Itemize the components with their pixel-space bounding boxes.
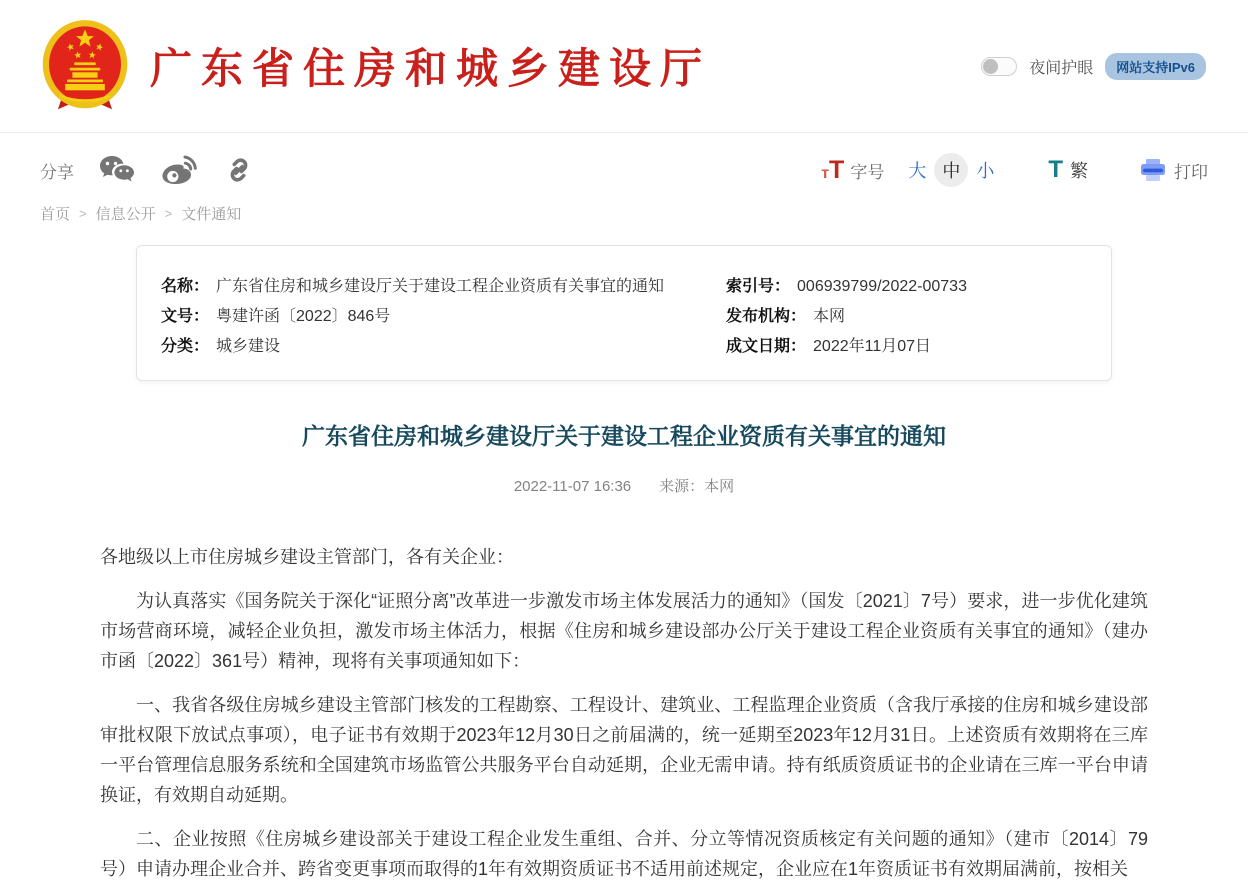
font-size-large-button[interactable]: 大 [908, 161, 927, 181]
breadcrumb [0, 199, 1248, 224]
doc-date-value: 2022年11月07日 [813, 338, 932, 355]
breadcrumb-home[interactable]: 首页 [40, 206, 71, 223]
source-label: 来源： [659, 478, 705, 495]
doc-index-row [726, 272, 1083, 302]
font-size-icon-small-t: т [821, 164, 830, 182]
doc-number-value: 粤建许函〔2022〕846号 [216, 308, 391, 325]
weibo-share-icon[interactable] [160, 154, 198, 186]
font-size-icon [821, 156, 844, 185]
site-title: 广东省住房和城乡建设厅 [150, 45, 712, 92]
font-size-medium-button[interactable]: 中 [934, 153, 968, 187]
doc-number-label: 文号： [161, 308, 210, 325]
doc-category-row [161, 332, 714, 362]
font-size-label: 字号 [850, 162, 885, 182]
share-group [40, 154, 256, 186]
article-paragraph: 各地级以上市住房城乡建设主管部门，各有关企业： [100, 547, 514, 567]
copy-link-icon[interactable] [222, 154, 256, 186]
breadcrumb-info-disclosure[interactable]: 信息公开 [95, 206, 156, 223]
masthead [0, 0, 1248, 133]
national-emblem-logo [40, 18, 130, 114]
font-size-icon-large-t: T [829, 155, 845, 184]
header-utilities [981, 53, 1206, 80]
doc-index-label: 索引号： [726, 278, 791, 295]
document-info-card [136, 245, 1112, 381]
breadcrumb-document-notices[interactable]: 文件通知 [181, 206, 242, 223]
traditional-chinese-button[interactable] [1048, 157, 1088, 183]
doc-publisher-value: 本网 [813, 308, 846, 325]
article-paragraph: 二、企业按照《住房城乡建设部关于建设工程企业发生重组、合并、分立等情况资质核定有关问题的通知》（建市〔2014〕79号）申请办理企业合并、跨省变更事项而取得的1年有效期资质证书不适用前述规定，企业应在1年资质证书有效期届满前，按相关 [100, 829, 1148, 879]
doc-category-label: 分类： [161, 338, 210, 355]
article-title: 广东省住房和城乡建设厅关于建设工程企业资质有关事宜的通知 [302, 423, 946, 449]
print-button[interactable] [1140, 158, 1208, 183]
wechat-share-icon[interactable] [98, 154, 136, 186]
font-size-small-button[interactable]: 小 [976, 161, 995, 181]
breadcrumb-separator: > [164, 206, 173, 221]
ipv6-badge: 网站支持IPv6 [1105, 53, 1206, 80]
night-mode-label: 夜间护眼 [1029, 59, 1094, 77]
font-controls [821, 153, 1208, 187]
print-label: 打印 [1174, 162, 1208, 182]
doc-publisher-row [726, 302, 1083, 332]
article-paragraph: 一、我省各级住房城乡建设主管部门核发的工程勘察、工程设计、建筑业、工程监理企业资质（含我厅承接的住房和城乡建设部审批权限下放试点事项），电子证书有效期于2023年12月30日之前届满的，统一延期至2023年12月31日。上述资质有效期将在三库一平台管理信息服务系统和全国建筑市场监管公共服务平台自动延期，企业无需申请。持有纸质资质证书的企业请在三库一平台申请换证，有效期自动延期。 [100, 695, 1148, 805]
doc-category-value: 城乡建设 [216, 338, 281, 355]
traditional-label: 繁 [1070, 161, 1088, 181]
breadcrumb-separator: > [79, 206, 87, 221]
article-body [100, 542, 1148, 884]
doc-name-row [161, 272, 714, 302]
doc-index-value: 006939799/2022-00733 [797, 278, 967, 295]
toggle-knob [983, 59, 998, 74]
night-mode-toggle[interactable] [981, 57, 1017, 76]
article-paragraph: 为认真落实《国务院关于深化“证照分离”改革进一步激发市场主体发展活力的通知》（国发〔2021〕7号）要求，进一步优化建筑市场营商环境，减轻企业负担，激发市场主体活力，根据《住房和城乡建设部办公厅关于建设工程企业资质有关事宜的通知》（建办市函〔2022〕361号）精神，现将有关事项通知如下： [100, 591, 1148, 671]
traditional-t-icon: T [1048, 156, 1063, 183]
source-value: 本网 [704, 478, 735, 495]
doc-name-label: 名称： [161, 278, 210, 295]
doc-publisher-label: 发布机构： [726, 308, 807, 325]
doc-name-value: 广东省住房和城乡建设厅关于建设工程企业资质有关事宜的通知 [216, 278, 665, 295]
publish-datetime: 2022-11-07 16:36 [513, 478, 632, 495]
doc-number-row [161, 302, 714, 332]
article-meta [0, 475, 1248, 496]
share-label: 分享 [40, 162, 74, 182]
printer-icon [1140, 158, 1166, 182]
toolbar [0, 133, 1248, 199]
doc-date-row [726, 332, 1083, 362]
doc-date-label: 成文日期： [726, 338, 807, 355]
home-link[interactable] [40, 18, 711, 114]
